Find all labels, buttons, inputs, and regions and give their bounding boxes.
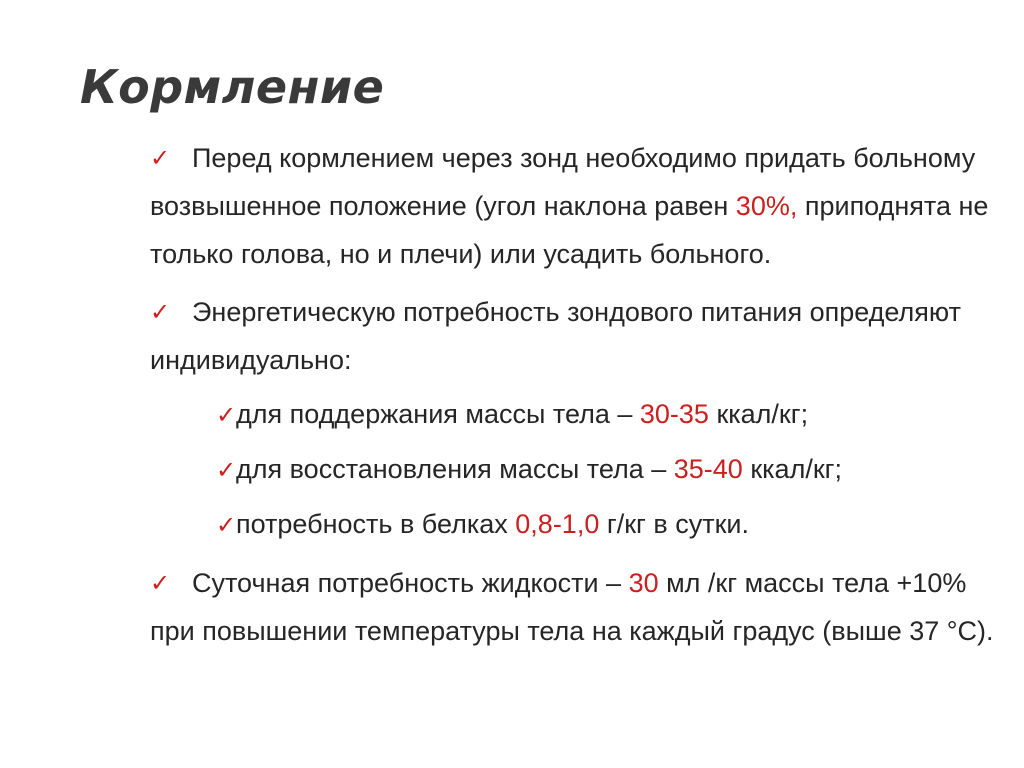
sub-bullet-item [216, 445, 1014, 494]
highlight-value: 30%, [735, 191, 798, 221]
bullet-text-part: для восстановления массы тела – [236, 454, 674, 484]
bullet-text [150, 559, 1014, 655]
bullet-item [150, 559, 1014, 655]
checkmark-icon: ✓ [150, 144, 171, 172]
bullet-text-part: Перед кормлением через зонд необходимо придать больному возвышенное положение (угол наклона равен [150, 143, 976, 221]
bullet-list [150, 134, 1014, 655]
bullet-text [150, 134, 1014, 278]
checkmark-icon: ✓ [150, 569, 171, 597]
bullet-text-part: Суточная потребность жидкости – [192, 568, 629, 598]
bullet-text-part: ккал/кг; [742, 454, 842, 484]
sub-bullet-item [216, 500, 1014, 549]
checkmark-icon: ✓ [216, 456, 237, 484]
bullet-text-part: ккал/кг; [708, 399, 809, 429]
bullet-item [150, 134, 1014, 278]
checkmark-icon: ✓ [216, 511, 237, 539]
highlight-value: 30 [628, 568, 659, 598]
bullet-text-part: потребность в белках [236, 509, 516, 539]
bullet-item [150, 288, 1014, 384]
highlight-value: 30-35 [639, 399, 709, 429]
highlight-value: 0,8-1,0 [515, 509, 600, 539]
checkmark-icon: ✓ [150, 298, 171, 326]
bullet-text: Энергетическую потребность зондового питания определяют индивидуально: [150, 297, 961, 375]
bullet-text-part: мл /кг массы тела +10% при повышении температуры тела на каждый градус (выше 37 °С). [150, 568, 994, 646]
sub-bullet-item [216, 390, 1014, 439]
highlight-value: 35-40 [673, 454, 743, 484]
bullet-text-part: г/кг в сутки. [599, 509, 749, 539]
bullet-text-part: для поддержания массы тела – [236, 399, 640, 429]
slide-title: Кормление [80, 60, 385, 114]
bullet-text-part: приподнята не только голова, но и плечи) или усадить больного. [150, 191, 989, 269]
checkmark-icon: ✓ [216, 401, 237, 429]
